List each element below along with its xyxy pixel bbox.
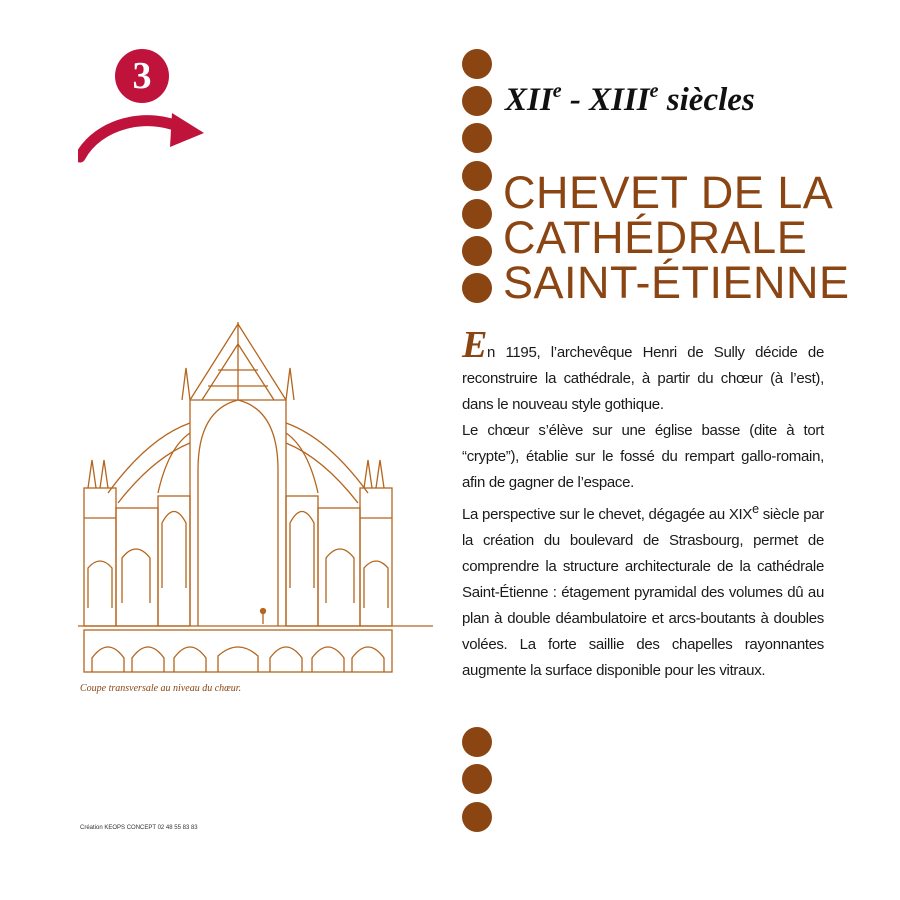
era-separator: - <box>561 82 590 118</box>
paragraph-3-text-b: siècle par la création du boulevard de Strasbourg, permet de comprendre la structure architecturale de la cathédrale Saint-Étienne : étagement pyramidal des volumes dû au plan à double déambulatoire et arcs-boutants à doubles volées. La forte saillie des chapelles rayonnantes augmente la surface disponible pour les vitraux. <box>462 506 824 679</box>
body-text <box>462 324 824 684</box>
era-tail: siècles <box>658 82 755 118</box>
credit-line: Création KEOPS CONCEPT 02 48 55 83 83 <box>80 825 198 831</box>
paragraph-3-text-a: La perspective sur le chevet, dégagée au XIX <box>462 506 753 523</box>
paragraph-2: Le chœur s’élève sur une église basse (dite à tort “crypte”), établie sur le fossé du rempart gallo-romain, afin de gagner de l’espace. <box>462 422 824 491</box>
paragraph-3-sup: e <box>752 502 759 516</box>
step-number: 3 <box>132 55 152 97</box>
curved-arrow-icon <box>78 105 206 163</box>
era-end: XIII <box>589 82 650 118</box>
dot-bullet-icon <box>462 49 492 79</box>
dot-bullet-icon <box>462 123 492 153</box>
drawing-caption: Coupe transversale au niveau du chœur. <box>80 683 242 694</box>
era-end-sup: e <box>649 80 659 102</box>
title-line-3: SAINT-ÉTIENNE <box>503 257 850 308</box>
dot-bullet-icon <box>462 161 492 191</box>
title-line-2: CATHÉDRALE <box>503 212 808 263</box>
paragraph-1 <box>462 324 824 418</box>
dot-bullet-icon <box>462 86 492 116</box>
era-start-sup: e <box>552 80 562 102</box>
dot-bullet-icon <box>462 802 492 832</box>
dot-bullet-icon <box>462 764 492 794</box>
step-number-badge <box>115 49 169 103</box>
era-start: XII <box>505 82 553 118</box>
cathedral-cross-section-drawing <box>78 318 438 678</box>
title-line-1: CHEVET DE LA <box>503 167 834 218</box>
dot-bullet-icon <box>462 236 492 266</box>
drop-cap: E <box>462 324 488 366</box>
paragraph-3 <box>462 496 824 684</box>
dot-bullet-icon <box>462 273 492 303</box>
page-title <box>503 167 850 308</box>
era-heading <box>505 80 755 118</box>
paragraph-1-text: n 1195, l’archevêque Henri de Sully décide de reconstruire la cathédrale, à partir du chœur (à l’est), dans le nouveau style gothique. <box>462 344 824 413</box>
dot-bullet-icon <box>462 199 492 229</box>
dot-bullet-icon <box>462 727 492 757</box>
